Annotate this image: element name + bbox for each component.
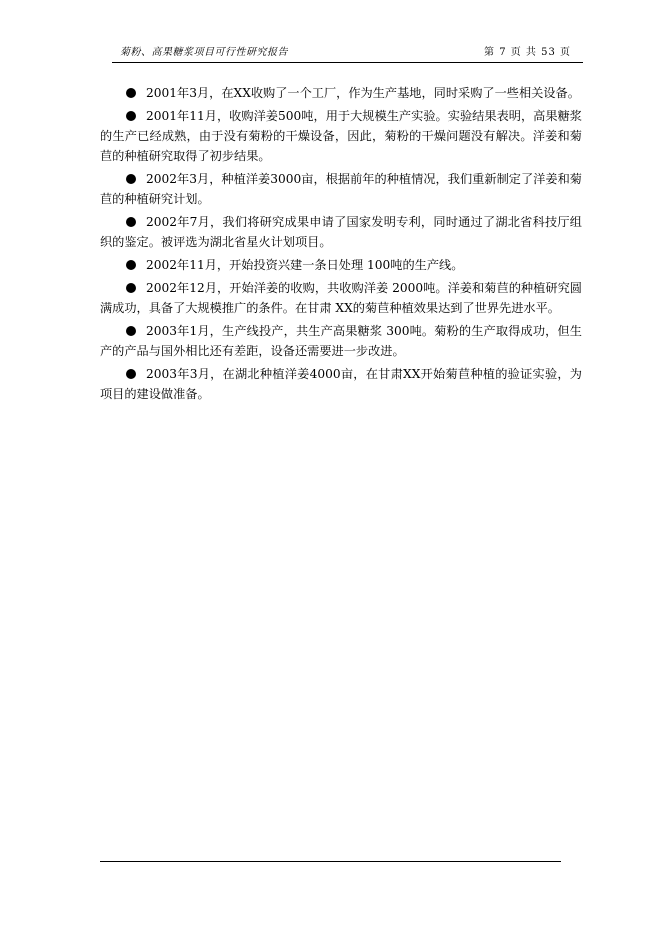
page-header <box>112 46 583 63</box>
header-page-number: 第 7 页 共 53 页 <box>484 47 571 58</box>
list-item-text: 2001年3月，在XX收购了一个工厂，作为生产基地，同时采购了一些相关设备。 <box>146 86 580 100</box>
list-item <box>100 364 582 404</box>
list-item-text: 2002年12月，开始洋姜的收购，共收购洋姜 2000吨。洋姜和菊苣的种植研究圆满成功，具备了大规模推广的条件。在甘肃 XX的菊苣种植效果达到了世界先进水平。 <box>100 281 582 315</box>
list-item <box>100 278 582 318</box>
bullet-dot-icon <box>126 283 136 293</box>
bullet-dot-icon <box>126 88 136 98</box>
list-item-text: 2002年3月，种植洋姜3000亩，根据前年的种植情况，我们重新制定了洋姜和菊苣的种植研究计划。 <box>100 172 582 206</box>
bullet-dot-icon <box>126 111 136 121</box>
bullet-dot-icon <box>126 369 136 379</box>
list-item <box>100 83 582 103</box>
bullet-dot-icon <box>126 174 136 184</box>
list-item-text: 2001年11月，收购洋姜500吨，用于大规模生产实验。实验结果表明，高果糖浆的生产已经成熟，由于没有菊粉的干燥设备，因此，菊粉的干燥问题没有解决。洋姜和菊苣的种植研究取得了初步结果。 <box>100 109 582 163</box>
bullet-dot-icon <box>126 260 136 270</box>
bullet-dot-icon <box>126 217 136 227</box>
list-item-text: 2003年3月，在湖北种植洋姜4000亩，在甘肃XX开始菊苣种植的验证实验，为项目的建设做准备。 <box>100 367 582 401</box>
list-item <box>100 169 582 209</box>
list-item-text: 2002年11月，开始投资兴建一条日处理 100吨的生产线。 <box>146 258 464 272</box>
footer-divider <box>100 861 561 862</box>
bullet-dot-icon <box>126 326 136 336</box>
header-title: 菊粉、高果糖浆项目可行性研究报告 <box>120 47 288 58</box>
list-item <box>100 321 582 361</box>
list-item <box>100 212 582 252</box>
list-item <box>100 255 582 275</box>
list-item-text: 2003年1月，生产线投产，共生产高果糖浆 300吨。菊粉的生产取得成功，但生产的产品与国外相比还有差距，设备还需要进一步改进。 <box>100 324 582 358</box>
list-item-text: 2002年7月，我们将研究成果申请了国家发明专利，同时通过了湖北省科技厅组织的鉴定。被评选为湖北省星火计划项目。 <box>100 215 582 249</box>
list-item <box>100 106 582 166</box>
document-body <box>100 83 582 407</box>
